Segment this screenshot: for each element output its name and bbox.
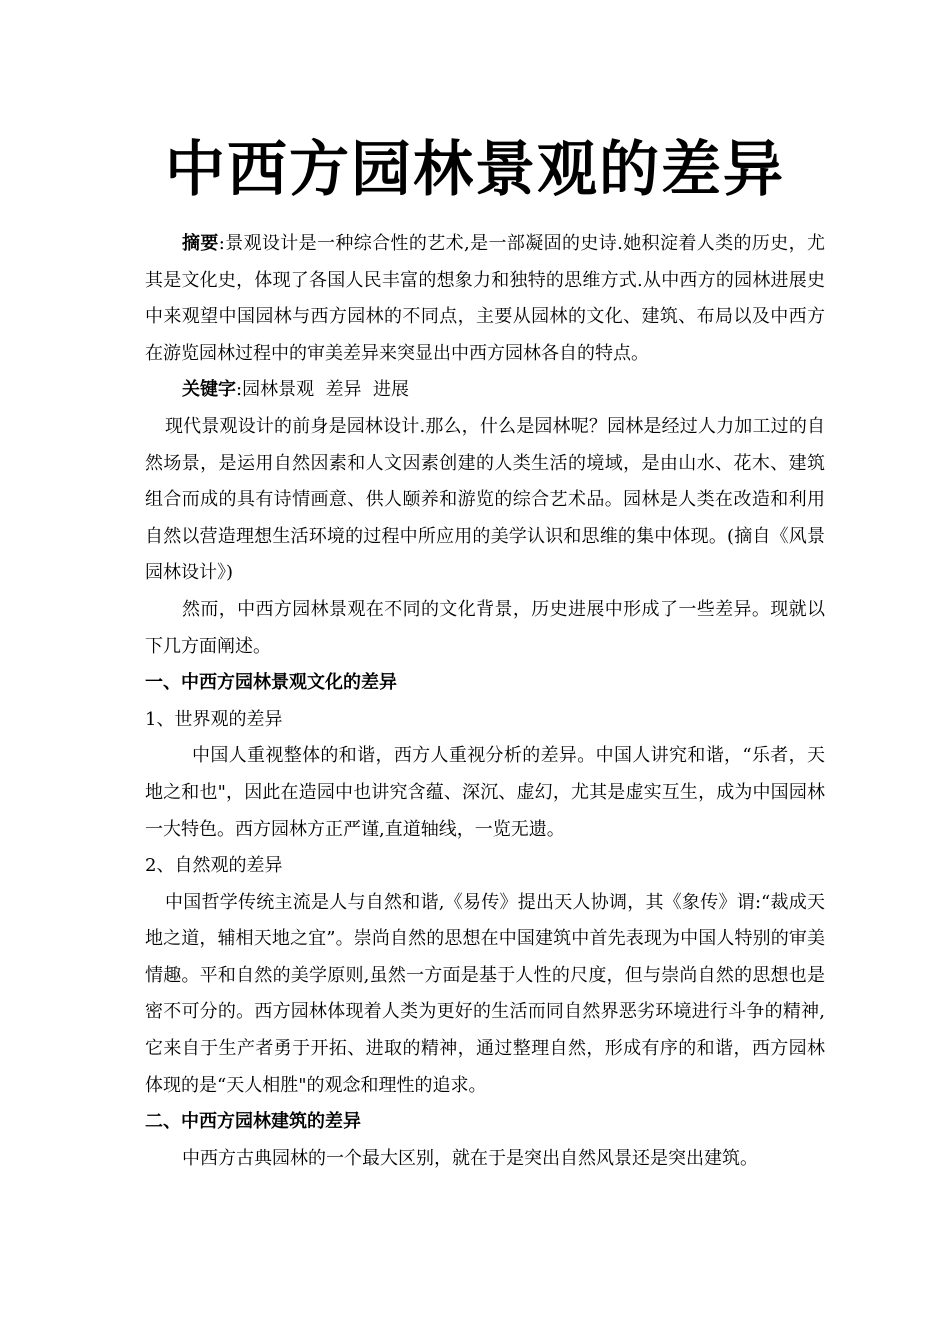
intro-paragraph: 现代景观设计的前身是园林设计.那么，什么是园林呢？园林是经过人力加工过的自然场景，是运用自然因素和人文因素创建的人类生活的境域，是由山水、花木、建筑组合而成的具有诗情画意、供人颐养和游览的综合艺术品。园林是人类在改造和利用自然以营造理想生活环境的过程中所应用的美学认识和思维的集中体现。(摘自《风景园林设计》) <box>145 415 825 584</box>
section1-heading: 一、中西方园林景观文化的差异 <box>145 672 397 694</box>
document-body <box>145 226 825 1177</box>
section1-sub1-heading: 1、世界观的差异 <box>145 708 283 730</box>
section1-sub2-text: 中国哲学传统主流是人与自然和谐,《易传》提出天人协调，其《象传》谓:“裁成天地之道，辅相天地之宜”。崇尚自然的思想在中国建筑中首先表现为中国人特别的审美情趣。平和自然的美学原则,虽然一方面是基于人性的尺度，但与崇尚自然的思想也是密不可分的。西方园林体现着人类为更好的生活而同自然界恶劣环境进行斗争的精神,它来自于生产者勇于开拓、进取的精神，通过整理自然，形成有序的和谐，西方园林体现的是“天人相胜"的观念和理性的追求。 <box>145 891 825 1096</box>
abstract-paragraph <box>145 226 825 372</box>
abstract-text: :景观设计是一种综合性的艺术,是一部凝固的史诗.她积淀着人类的历史，尤其是文化史，体现了各国人民丰富的想象力和独特的思维方式.从中西方的园林进展史中来观望中国园林与西方园林的不同点，主要从园林的文化、建筑、布局以及中西方在游览园林过程中的审美差异来突显出中西方园林各自的特点。 <box>145 233 825 364</box>
keywords-paragraph <box>145 372 825 409</box>
abstract-label: 摘要 <box>182 233 219 254</box>
section2-text: 中西方古典园林的一个最大区别，就在于是突出自然风景还是突出建筑。 <box>182 1147 758 1169</box>
section1-sub1-text: 中国人重视整体的和谐，西方人重视分析的差异。中国人讲究和谐，“乐者，天地之和也"，因此在造园中也讲究含蕴、深沉、虚幻，尤其是虚实互生，成为中国园林一大特色。西方园林方正严谨,直道轴线，一览无遗。 <box>145 745 825 840</box>
section1-sub2-heading: 2、自然观的差异 <box>145 855 283 877</box>
keywords-text: :园林景观 差异 进展 <box>236 379 409 401</box>
document-title: 中西方园林景观的差异 <box>165 135 785 205</box>
section2-heading: 二、中西方园林建筑的差异 <box>145 1111 361 1133</box>
keywords-label: 关键字 <box>182 379 236 401</box>
transition-paragraph: 然而，中西方园林景观在不同的文化背景，历史进展中形成了一些差异。现就以下几方面阐述。 <box>145 598 825 657</box>
